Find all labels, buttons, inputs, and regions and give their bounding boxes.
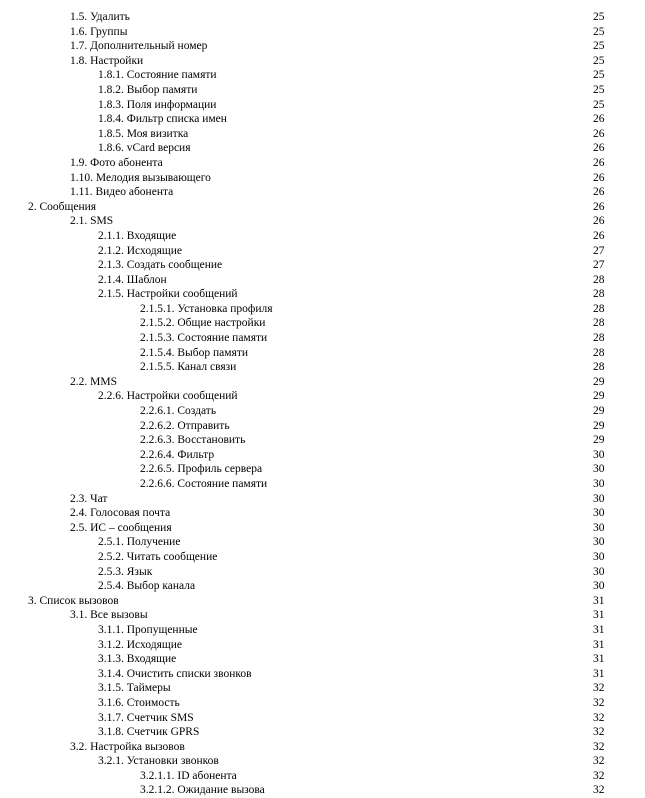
toc-entry[interactable]: [0, 652, 645, 667]
toc-entry[interactable]: [0, 141, 645, 156]
toc-entry-label: 1.5. Удалить: [70, 11, 130, 23]
toc-entry[interactable]: [0, 681, 645, 696]
toc-entry[interactable]: [0, 171, 645, 186]
toc-entry[interactable]: [0, 638, 645, 653]
toc-entry-label: 2.2.6. Настройки сообщений: [98, 390, 238, 403]
toc-entry-page-number: 25: [593, 83, 605, 96]
toc-entry-page-number: 30: [593, 463, 605, 476]
toc-entry[interactable]: [0, 200, 645, 215]
toc-entry-label: 2.2.6.2. Отправить: [140, 419, 230, 432]
toc-entry-page-number: 25: [593, 11, 605, 23]
toc-entry[interactable]: [0, 565, 645, 580]
toc-entry[interactable]: [0, 711, 645, 726]
toc-entry-page-number: 30: [593, 536, 605, 549]
toc-entry[interactable]: [0, 754, 645, 769]
toc-entry[interactable]: [0, 608, 645, 623]
toc-entry[interactable]: [0, 214, 645, 229]
toc-entry-page-number: 32: [593, 740, 605, 753]
toc-entry-label: 3.1.7. Счетчик SMS: [98, 711, 194, 724]
toc-entry-page-number: 29: [593, 434, 605, 447]
toc-entry-page-number: 26: [593, 127, 605, 140]
toc-entry-label: 3.2.1.2. Ожидание вызова: [140, 784, 265, 797]
toc-entry-label: 2.2.6.3. Восстановить: [140, 434, 246, 447]
toc-entry[interactable]: [0, 579, 645, 594]
toc-entry[interactable]: [0, 39, 645, 54]
toc-entry-label: 1.10. Мелодия вызывающего: [70, 171, 211, 184]
toc-entry-label: 2.2.6.5. Профиль сервера: [140, 463, 263, 476]
toc-entry[interactable]: [0, 594, 645, 609]
toc-entry-label: 1.9. Фото абонента: [70, 156, 163, 169]
toc-entry-page-number: 30: [593, 478, 605, 490]
toc-entry[interactable]: [0, 419, 645, 434]
toc-entry-label: 2.2.6.1. Создать: [140, 405, 217, 418]
toc-entry-label: 2.2.6.4. Фильтр: [140, 448, 215, 461]
toc-entry[interactable]: [0, 462, 645, 477]
toc-entry-page-number: 28: [593, 332, 605, 345]
toc-entry-label: 2.1.2. Исходящие: [98, 244, 182, 257]
toc-entry-page-number: 26: [593, 200, 605, 213]
toc-entry[interactable]: [0, 667, 645, 682]
toc-entry[interactable]: [0, 389, 645, 404]
toc-entry[interactable]: [0, 302, 645, 317]
toc-entry-page-number: 27: [593, 259, 605, 272]
toc-entry[interactable]: [0, 185, 645, 200]
toc-entry-label: 2.4. Голосовая почта: [70, 507, 171, 520]
toc-entry-page-number: 30: [593, 492, 605, 505]
toc-entry-page-number: 30: [593, 580, 605, 593]
toc-entry-label: 3.1.3. Входящие: [98, 653, 177, 666]
toc-entry[interactable]: [0, 127, 645, 142]
toc-entry-page-number: 25: [593, 25, 605, 38]
toc-entry[interactable]: [0, 258, 645, 273]
toc-entry-page-number: 32: [593, 726, 605, 739]
toc-entry-page-number: 29: [593, 419, 605, 432]
toc-entry[interactable]: [0, 433, 645, 448]
toc-entry[interactable]: [0, 360, 645, 375]
toc-entry-label: 2.1. SMS: [70, 215, 114, 228]
toc-entry-label: 2.2. MMS: [70, 375, 117, 388]
toc-entry-label: 3. Список вызовов: [28, 594, 119, 607]
toc-entry-label: 2.1.5.4. Выбор памяти: [140, 346, 249, 359]
toc-entry-label: 2.1.3. Создать сообщение: [98, 259, 223, 272]
toc-entry-page-number: 26: [593, 156, 605, 169]
toc-entry-page-number: 28: [593, 288, 605, 301]
toc-entry-label: 3.1.5. Таймеры: [98, 682, 171, 695]
toc-entry-page-number: 26: [593, 186, 605, 199]
toc-entry[interactable]: [0, 550, 645, 565]
toc-entry-label: 2.5.3. Язык: [98, 565, 153, 578]
toc-entry-page-number: 28: [593, 346, 605, 359]
toc-entry-label: 2.1.5.3. Состояние памяти: [140, 332, 268, 345]
toc-entry-page-number: 31: [593, 623, 605, 636]
toc-entry[interactable]: [0, 769, 645, 784]
toc-entry-page-number: 31: [593, 653, 605, 666]
toc-entry-page-number: 30: [593, 521, 605, 534]
toc-entry-page-number: 32: [593, 696, 605, 709]
toc-entry-label: 2.3. Чат: [70, 492, 108, 505]
toc-entry[interactable]: [0, 10, 645, 25]
toc-entry-page-number: 32: [593, 682, 605, 695]
toc-entry[interactable]: [0, 477, 645, 492]
toc-entry-label: 3.1.8. Счетчик GPRS: [98, 726, 200, 739]
toc-entry-label: 2.1.5.2. Общие настройки: [140, 317, 266, 330]
toc-entry[interactable]: [0, 331, 645, 346]
toc-entry-page-number: 30: [593, 565, 605, 578]
toc-entry-page-number: 26: [593, 113, 605, 126]
toc-entry[interactable]: [0, 112, 645, 127]
toc-entry[interactable]: [0, 725, 645, 740]
toc-entry[interactable]: [0, 68, 645, 83]
toc-entry-label: 1.8.4. Фильтр списка имен: [98, 113, 227, 126]
toc-entry[interactable]: [0, 98, 645, 113]
toc-entry-label: 2.1.5.1. Установка профиля: [140, 302, 273, 315]
toc-entry[interactable]: [0, 244, 645, 259]
toc-entry-label: 3.1.4. Очистить списки звонков: [98, 667, 252, 680]
toc-entry-page-number: 28: [593, 302, 605, 315]
toc-entry-page-number: 31: [593, 594, 605, 607]
toc-entry-page-number: 31: [593, 667, 605, 680]
toc-entry[interactable]: [0, 783, 645, 798]
toc-entry-page-number: 29: [593, 375, 605, 388]
toc-entry-label: 3.2. Настройка вызовов: [70, 740, 185, 753]
toc-entry-page-number: 32: [593, 784, 605, 797]
toc-entry-page-number: 25: [593, 40, 605, 53]
toc-entry-page-number: 32: [593, 711, 605, 724]
toc-entry-page-number: 31: [593, 609, 605, 622]
toc-entry-page-number: 28: [593, 273, 605, 286]
toc-entry-page-number: 30: [593, 448, 605, 461]
toc-entry[interactable]: [0, 273, 645, 288]
toc-entry-page-number: 26: [593, 171, 605, 184]
toc-entry-label: 2. Сообщения: [28, 200, 97, 213]
toc-entry-label: 1.7. Дополнительный номер: [70, 40, 208, 53]
toc-entry-page-number: 25: [593, 69, 605, 82]
toc-entry-page-number: 32: [593, 769, 605, 782]
toc-entry-page-number: 29: [593, 390, 605, 403]
toc-entry-label: 3.2.1. Установки звонков: [98, 755, 219, 768]
toc-entry-label: 1.6. Группы: [70, 25, 128, 38]
toc-entry[interactable]: [0, 506, 645, 521]
toc-entry-page-number: 28: [593, 317, 605, 330]
toc-entry[interactable]: [0, 54, 645, 69]
toc-entry-label: 2.1.5. Настройки сообщений: [98, 288, 238, 301]
toc-entry-label: 3.1.2. Исходящие: [98, 638, 182, 651]
toc-entry[interactable]: [0, 521, 645, 536]
toc-entry-label: 2.5.4. Выбор канала: [98, 580, 196, 593]
toc-entry-page-number: 32: [593, 755, 605, 768]
toc-entry-page-number: 26: [593, 142, 605, 155]
toc-entry-label: 3.2.1.1. ID абонента: [140, 769, 237, 782]
toc-entry-label: 3.1.6. Стоимость: [98, 696, 180, 709]
toc-entry-page-number: 31: [593, 638, 605, 651]
toc-entry-label: 3.1. Все вызовы: [70, 609, 148, 622]
toc-entry[interactable]: [0, 696, 645, 711]
toc-entry-page-number: 29: [593, 405, 605, 418]
toc-entry-label: 2.5. ИС – сообщения: [70, 521, 172, 534]
toc-entry-label: 1.8.3. Поля информации: [98, 98, 217, 111]
toc-entry-page-number: 27: [593, 244, 605, 257]
toc-entry-page-number: 26: [593, 215, 605, 228]
toc-entry-label: 2.5.2. Читать сообщение: [98, 550, 218, 563]
toc-entry-label: 1.8.6. vCard версия: [98, 142, 191, 155]
toc-entry-label: 1.8.1. Состояние памяти: [98, 69, 217, 82]
toc-entry-label: 2.1.4. Шаблон: [98, 273, 167, 286]
toc-entry[interactable]: [0, 404, 645, 419]
toc-entry[interactable]: [0, 229, 645, 244]
toc-entry-page-number: 28: [593, 361, 605, 374]
toc-entry-page-number: 26: [593, 229, 605, 242]
toc-entry-page-number: 30: [593, 507, 605, 520]
toc-entry[interactable]: [0, 375, 645, 390]
toc-entry-label: 2.1.1. Входящие: [98, 229, 177, 242]
toc-entry[interactable]: [0, 287, 645, 302]
toc-entry-label: 2.5.1. Получение: [98, 536, 181, 549]
toc-entry-page-number: 25: [593, 98, 605, 111]
toc-entry-label: 1.8.5. Моя визитка: [98, 127, 189, 140]
toc-entry-label: 1.11. Видео абонента: [70, 186, 174, 199]
toc-entry-label: 2.2.6.6. Состояние памяти: [140, 478, 268, 490]
toc-entry[interactable]: [0, 448, 645, 463]
toc-entry[interactable]: [0, 535, 645, 550]
toc-entry[interactable]: [0, 492, 645, 507]
toc-entry-label: 1.8. Настройки: [70, 54, 144, 67]
toc-entry[interactable]: [0, 346, 645, 361]
toc-entry-label: 3.1.1. Пропущенные: [98, 623, 198, 636]
toc-entry[interactable]: [0, 623, 645, 638]
toc-entry[interactable]: [0, 156, 645, 171]
toc-entry-page-number: 30: [593, 550, 605, 563]
toc-entry[interactable]: [0, 83, 645, 98]
toc-entry-label: 1.8.2. Выбор памяти: [98, 83, 198, 96]
toc-entry-page-number: 25: [593, 54, 605, 67]
toc-entry[interactable]: [0, 25, 645, 40]
toc-entry-label: 2.1.5.5. Канал связи: [140, 361, 237, 374]
toc-entry[interactable]: [0, 316, 645, 331]
toc-entry[interactable]: [0, 740, 645, 755]
